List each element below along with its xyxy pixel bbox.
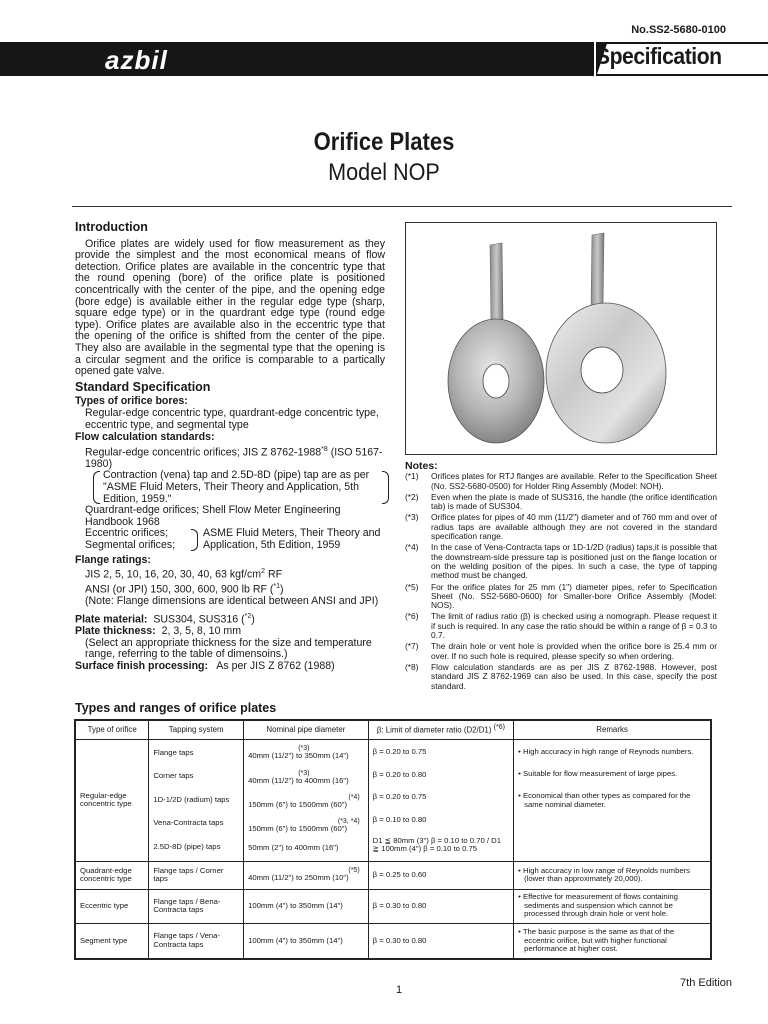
- flow-standards-heading: Flow calculation standards:: [75, 431, 215, 444]
- remarks-cell: • Effective for measurement of flows containing sediments and suspension which cannot be processed through drain hole or vent hole.: [514, 889, 711, 923]
- ratings-jis: JIS 2, 5, 10, 16, 20, 30, 40, 63 kgf/$cm^2$ RF: [85, 568, 283, 581]
- pipe-cell: 100mm (4") to 350mm (14"): [244, 923, 369, 959]
- divider: [72, 206, 732, 207]
- tapping-cell: Flange taps / Vena-Contracta taps: [149, 923, 244, 959]
- document-number: No.SS2-5680-0100: [631, 24, 726, 36]
- tapping-cell: Flange taps Corner taps 1D-1/2D (radium) taps Vena-Contracta taps 2.5D-8D (pipe) taps: [149, 739, 244, 861]
- note-item: (*7) The drain hole or vent hole is provided when the orifice bore is 25.4 mm or over. If no such hole is required, please specify so when ordering.: [405, 641, 717, 661]
- plate-thickness: Plate thickness: 2, 3, 5, 8, 10 mm: [75, 625, 242, 638]
- page-number: 1: [396, 984, 403, 996]
- table-row: [75, 889, 711, 923]
- notes-section: [405, 462, 717, 693]
- flow-eccentric-segmental: [75, 528, 385, 551]
- flow-eccentric-standard: ASME Fluid Meters, Their Theory and Application, 5th Edition, 1959: [203, 527, 381, 551]
- beta-cell: β = 0.30 to 0.80: [368, 923, 513, 959]
- header-bar: [0, 40, 768, 76]
- flow-segmental-label: Segmental orifices;: [85, 538, 176, 551]
- col-header-type: Type of orifice: [75, 720, 149, 739]
- azbil-logo: azbil: [105, 45, 168, 75]
- left-column: [75, 222, 385, 673]
- orifice-plates-illustration: [406, 223, 717, 455]
- orifice-plates-photo: [405, 222, 717, 455]
- notes-heading: Notes:: [405, 460, 438, 472]
- pipe-cell: 100mm (4") to 350mm (14"): [244, 889, 369, 923]
- table-header-row: [75, 720, 711, 739]
- note-item: (*6) The limit of radius ratio (β) is checked using a nomograph. Please request it if such is required. In any case the ratio should be within a range of β = 0.3 to 0.7.: [405, 611, 717, 641]
- plate-material: Plate material: SUS304, SUS316 ($^{*2}$): [75, 613, 255, 626]
- note-item: (*4) In the case of Vena-Contracta taps or 1D-1/2D (radius) taps,it is possible that the downstream-side pressure tap is positioned just on the flange location or on the welding position of the pipes. In such a case, the type of tapping method must be changed.: [405, 542, 717, 581]
- type-cell: Regular-edge concentric type: [75, 739, 149, 861]
- bores-text: Regular-edge concentric type, quardrant-edge concentric type, eccentric type, and segmental type: [85, 406, 379, 431]
- ratings-ansi: ANSI (or JPI) 150, 300, 600, 900 lb RF ($^{*1}$): [85, 583, 284, 596]
- beta-cell: β = 0.30 to 0.80: [368, 889, 513, 923]
- tapping-cell: Flange taps / Corner taps: [149, 861, 244, 889]
- edition-label: 7th Edition: [680, 977, 732, 989]
- type-cell: Quadrant-edge concentric type: [75, 861, 149, 889]
- note-item: (*1) Orifices plates for RTJ flanges are available. Refer to the Specification Sheet (No. SS2-5680-0500) for Holder Ring Assembly (Model: NOH).: [405, 471, 717, 491]
- tapping-cell: Flange taps / Bena-Contracta taps: [149, 889, 244, 923]
- beta-cell: β = 0.20 to 0.75 β = 0.20 to 0.80 β = 0.20 to 0.75 β = 0.10 to 0.80 D1 ≦ 80mm (3") β = 0.10 to 0.70 / D1 ≧ 100mm (4") β = 0.10 to 0.75: [368, 739, 513, 861]
- type-cell: Segment type: [75, 923, 149, 959]
- type-cell: Eccentric type: [75, 889, 149, 923]
- table-row: [75, 923, 711, 959]
- introduction-body: Orifice plates are widely used for flow measurement as they provide the simplest and the most economical means of flow detection. Orifice plates are available in the concentric type that the round opening (bore) of the orifice plate is positioned concentrically with the center of the pipe, and the opening edge (bore edge) is available either in the regular edge type (sharp, square edge type) or in the quardrant edge type (round edge type). Orifice plates are available also in the eccentric type that the opening of the orifice is shifted from the center of the pipe. They also are available in the segmental type that the opening is a circular segment and the orifice is comparable to a partically opened gate valve.: [75, 237, 385, 378]
- surface-finish: Surface finish processing: As per JIS Z 8762 (1988): [75, 659, 335, 672]
- remarks-cell: • High accuracy in low range of Reynolds numbers (lower than approximately 20,000).: [514, 861, 711, 889]
- model-title: Model NOP: [328, 159, 440, 186]
- document-type: Specification: [596, 43, 722, 69]
- remarks-cell: • High accuracy in high range of Reynods numbers. • Suitable for flow measurement of large pipes. • Economical than other types as compared for the same nominal diameter.: [514, 739, 711, 861]
- remarks-cell: • The basic purpose is the same as that of the eccentric orifice, but with higher functional performance at higher cost.: [514, 923, 711, 959]
- table-row: [75, 739, 711, 861]
- flow-bracket-note: Contraction (vena) tap and 2.5D-8D (pipe) tap are as per "ASME Fluid Meters, Their Theory and Application, 5th Edition, 1959.": [83, 470, 385, 505]
- col-header-tapping: Tapping system: [149, 720, 244, 739]
- col-header-pipe: Nominal pipe diameter: [244, 720, 369, 739]
- flow-regular: Regular-edge concentric orifices; JIS Z 8762-1988$^{*8}$ (ISO 5167-1980): [85, 445, 383, 470]
- thickness-note: (Select an appropriate thickness for the size and temperature range, referring to the table of dimensoins.): [85, 636, 372, 661]
- introduction-heading: Introduction: [75, 220, 148, 234]
- note-item: (*5) For the orifice plates for 25 mm (1") diameter pipes, refer to Specification Sheet (No. SS2-5680-0600) for Smaller-bore Orifice Assembly (Model: NOS).: [405, 581, 717, 611]
- types-ranges-table: [74, 719, 712, 959]
- pipe-cell: (*3) 40mm (11/2") to 350mm (14") (*3) 40mm (11/2") to 400mm (16") (*4) 150mm (6") to 1500mm (60") (*3, *4) 150mm (6") to 1500mm (60") 50mm (2") to 400mm (16"): [244, 739, 369, 861]
- note-item: (*8) Flow calculation standards are as per JIS Z 8762-1988. However, post standard JIS Z 8762-1969 can also be used. In this case, specify the post standard.: [405, 661, 717, 691]
- pipe-cell: (*5) 40mm (11/2") to 250mm (10"): [244, 861, 369, 889]
- flow-eccentric-label: Eccentric orifices;: [85, 527, 169, 540]
- note-item: (*3) Orifice plates for pipes of 40 mm (11/2") diameter and of 760 mm and over of radius taps are available although they are not covered in the standard specification range.: [405, 512, 717, 542]
- page-title: Orifice Plates: [313, 128, 455, 156]
- bores-heading: Types of orifice bores:: [75, 395, 188, 408]
- ratings-note: (Note: Flange dimensions are identical between ANSI and JPI): [85, 595, 379, 608]
- flange-ratings-heading: Flange ratings:: [75, 553, 151, 566]
- col-header-beta: β: Limit of diameter ratio (D2/D1) $^{(*6)}$: [368, 720, 513, 739]
- standard-spec-heading: Standard Specification: [75, 379, 211, 394]
- flow-quadrant: Quardrant-edge orifices; Shell Flow Meter Engineering Handbook 1968: [85, 504, 341, 528]
- table-row: [75, 861, 711, 889]
- beta-cell: β = 0.25 to 0.60: [368, 861, 513, 889]
- col-header-remarks: Remarks: [514, 720, 711, 739]
- note-item: (*2) Even when the plate is made of SUS316, the handle (the orifice identification tab) is made of SUS304.: [405, 491, 717, 512]
- types-ranges-heading: Types and ranges of orifice plates: [75, 701, 277, 715]
